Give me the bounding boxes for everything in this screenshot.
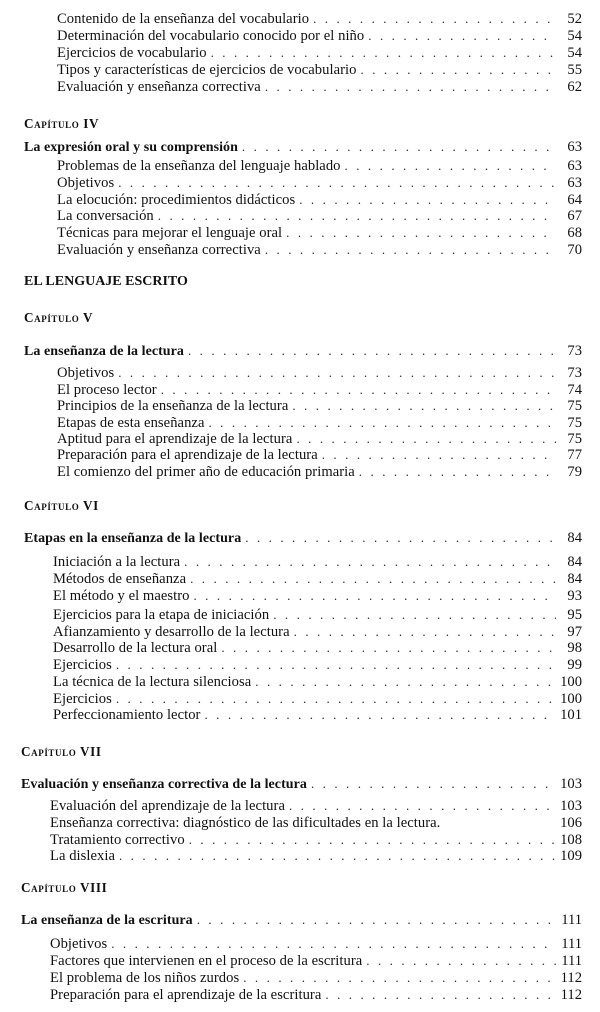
toc-entry-page: 103 bbox=[560, 798, 582, 814]
toc-entry-title: Determinación del vocabulario conocido por el niño bbox=[57, 28, 365, 44]
chapter-heading: Capítulo VII bbox=[21, 744, 102, 759]
toc-entry-title: El método y el maestro bbox=[53, 588, 190, 604]
toc-entry-title: Técnicas para mejorar el lenguaje oral bbox=[57, 225, 283, 241]
toc-entry-title: El problema de los niños zurdos bbox=[50, 970, 240, 986]
toc-entry-title: Ejercicios bbox=[53, 691, 112, 707]
chapter-title: La enseñanza de la lectura bbox=[24, 344, 184, 359]
toc-entry-page: 84 bbox=[567, 554, 582, 570]
toc-entry-title: Iniciación a la lectura bbox=[53, 554, 181, 570]
toc-entry-page: 97 bbox=[567, 624, 582, 640]
chapter-title: La enseñanza de la escritura bbox=[21, 913, 193, 928]
toc-entry bbox=[50, 797, 582, 815]
toc-entry-title: Principios de la enseñanza de la lectura bbox=[57, 398, 289, 414]
toc-entry-page: 79 bbox=[567, 464, 582, 480]
toc-entry bbox=[57, 78, 582, 96]
toc-entry-page: 74 bbox=[567, 382, 582, 398]
chapter-heading: Capítulo V bbox=[24, 310, 94, 325]
toc-entry-page: 84 bbox=[567, 530, 582, 546]
toc-entry bbox=[50, 986, 582, 1004]
toc-entry-page: 63 bbox=[567, 175, 582, 191]
toc-entry-title: Objetivos bbox=[57, 175, 115, 191]
chapter-title: La expresión oral y su comprensión bbox=[24, 140, 238, 155]
toc-entry-page: 100 bbox=[560, 691, 582, 707]
toc-entry-page: 106 bbox=[560, 815, 582, 831]
toc-entry-title: Ejercicios de vocabulario bbox=[57, 45, 207, 61]
toc-entry-page: 112 bbox=[560, 970, 582, 986]
toc-entry-title: Preparación para el aprendizaje de la lectura bbox=[57, 447, 318, 463]
toc-entry bbox=[57, 397, 582, 415]
toc-entry-page: 108 bbox=[560, 832, 582, 848]
toc-entry-page: 100 bbox=[560, 674, 582, 690]
toc-entry-title: Métodos de enseñanza bbox=[53, 571, 187, 587]
toc-entry-page: 75 bbox=[567, 415, 582, 431]
toc-entry bbox=[53, 553, 582, 571]
toc-entry bbox=[53, 673, 582, 691]
toc-entry-title: Desarrollo de la lectura oral bbox=[53, 640, 218, 656]
toc-entry-title: Tipos y características de ejercicios de vocabulario bbox=[57, 62, 357, 78]
toc-entry bbox=[57, 157, 582, 175]
toc-entry-title: Evaluación y enseñanza correctiva bbox=[57, 242, 261, 258]
toc-entry-title: Aptitud para el aprendizaje de la lectura bbox=[57, 431, 293, 447]
toc-entry-title: Contenido de la enseñanza del vocabulario bbox=[57, 11, 310, 27]
toc-entry bbox=[57, 27, 582, 45]
toc-entry-title: Evaluación del aprendizaje de la lectura bbox=[50, 798, 285, 814]
toc-entry-page: 109 bbox=[560, 848, 582, 864]
toc-entry bbox=[50, 969, 582, 987]
toc-entry-page: 63 bbox=[567, 158, 582, 174]
toc-entry-title: Afianzamiento y desarrollo de la lectura bbox=[53, 624, 290, 640]
toc-entry-page: 73 bbox=[567, 365, 582, 381]
toc-entry-page: 95 bbox=[567, 607, 582, 623]
toc-entry-title: Evaluación y enseñanza correctiva bbox=[57, 79, 261, 95]
toc-entry-page: 111 bbox=[561, 953, 582, 969]
toc-entry bbox=[57, 463, 582, 481]
toc-entry bbox=[53, 639, 582, 657]
toc-entry bbox=[53, 656, 582, 674]
part-heading: EL LENGUAJE ESCRITO bbox=[24, 274, 188, 289]
toc-entry bbox=[57, 174, 582, 192]
chapter-heading: Capítulo IV bbox=[24, 116, 100, 131]
toc-entry-title: Preparación para el aprendizaje de la escritura bbox=[50, 987, 322, 1003]
chapter-title: Etapas en la enseñanza de la lectura bbox=[24, 531, 242, 546]
toc-entry bbox=[57, 207, 582, 225]
toc-entry bbox=[57, 10, 582, 28]
toc-entry-page: 52 bbox=[567, 11, 582, 27]
chapter-title-entry bbox=[24, 342, 582, 360]
toc-entry-title: Problemas de la enseñanza del lenguaje hablado bbox=[57, 158, 341, 174]
toc-entry-page: 54 bbox=[567, 45, 582, 61]
toc-entry bbox=[50, 935, 582, 953]
toc-entry-title: Etapas de esta enseñanza bbox=[57, 415, 205, 431]
toc-entry-title: Tratamiento correctivo bbox=[50, 832, 185, 848]
toc-entry-page: 73 bbox=[567, 343, 582, 359]
toc-entry-page: 103 bbox=[560, 776, 582, 792]
toc-entry bbox=[53, 706, 582, 724]
toc-entry-title: El comienzo del primer año de educación primaria bbox=[57, 464, 355, 480]
toc-entry-page: 55 bbox=[567, 62, 582, 78]
toc-entry bbox=[57, 61, 582, 79]
toc-entry bbox=[57, 44, 582, 62]
toc-entry-title: La conversación bbox=[57, 208, 154, 224]
toc-entry-title: Ejercicios bbox=[53, 657, 112, 673]
toc-entry-page: 84 bbox=[567, 571, 582, 587]
toc-entry bbox=[57, 224, 582, 242]
toc-entry-page: 111 bbox=[561, 936, 582, 952]
toc-entry-page: 68 bbox=[567, 225, 582, 241]
toc-entry-title: El proceso lector bbox=[57, 382, 157, 398]
toc-entry-title: Enseñanza correctiva: diagnóstico de las dificultades en la lectura. bbox=[50, 815, 441, 831]
toc-entry-page: 64 bbox=[567, 192, 582, 208]
toc-entry-page: 62 bbox=[567, 79, 582, 95]
toc-entry-title: La elocución: procedimientos didácticos bbox=[57, 192, 296, 208]
chapter-title: Evaluación y enseñanza correctiva de la lectura bbox=[21, 777, 307, 792]
toc-entry-title: La técnica de la lectura silenciosa bbox=[53, 674, 252, 690]
toc-entry bbox=[50, 814, 582, 832]
toc-entry-title: Perfeccionamiento lector bbox=[53, 707, 201, 723]
toc-entry bbox=[57, 446, 582, 464]
toc-entry-page: 70 bbox=[567, 242, 582, 258]
chapter-title-entry bbox=[24, 138, 582, 156]
toc-entry-title: La dislexia bbox=[50, 848, 115, 864]
toc-entry-page: 111 bbox=[561, 912, 582, 928]
chapter-heading: Capítulo VIII bbox=[21, 880, 108, 895]
toc-entry-page: 99 bbox=[567, 657, 582, 673]
toc-entry bbox=[53, 587, 582, 605]
toc-entry-title: Factores que intervienen en el proceso de la escritura bbox=[50, 953, 363, 969]
toc-entry-page: 77 bbox=[567, 447, 582, 463]
toc-entry-page: 67 bbox=[567, 208, 582, 224]
toc-entry-page: 75 bbox=[567, 398, 582, 414]
toc-entry-page: 112 bbox=[560, 987, 582, 1003]
chapter-heading: Capítulo VI bbox=[24, 498, 99, 513]
toc-entry-page: 101 bbox=[560, 707, 582, 723]
chapter-title-entry bbox=[24, 529, 582, 547]
toc-entry bbox=[57, 241, 582, 259]
toc-entry bbox=[50, 952, 582, 970]
toc-entry bbox=[50, 847, 582, 865]
toc-entry-page: 54 bbox=[567, 28, 582, 44]
toc-entry-page: 63 bbox=[567, 139, 582, 155]
chapter-title-entry bbox=[21, 775, 582, 793]
toc-entry-title: Objetivos bbox=[57, 365, 115, 381]
toc-entry bbox=[53, 570, 582, 588]
toc-entry bbox=[57, 364, 582, 382]
toc-entry-title: Ejercicios para la etapa de iniciación bbox=[53, 607, 270, 623]
toc-entry-page: 98 bbox=[567, 640, 582, 656]
chapter-title-entry bbox=[21, 911, 582, 929]
toc-entry-title: Objetivos bbox=[50, 936, 108, 952]
toc-entry-page: 93 bbox=[567, 588, 582, 604]
toc-entry-page: 75 bbox=[567, 431, 582, 447]
toc-entry bbox=[53, 606, 582, 624]
